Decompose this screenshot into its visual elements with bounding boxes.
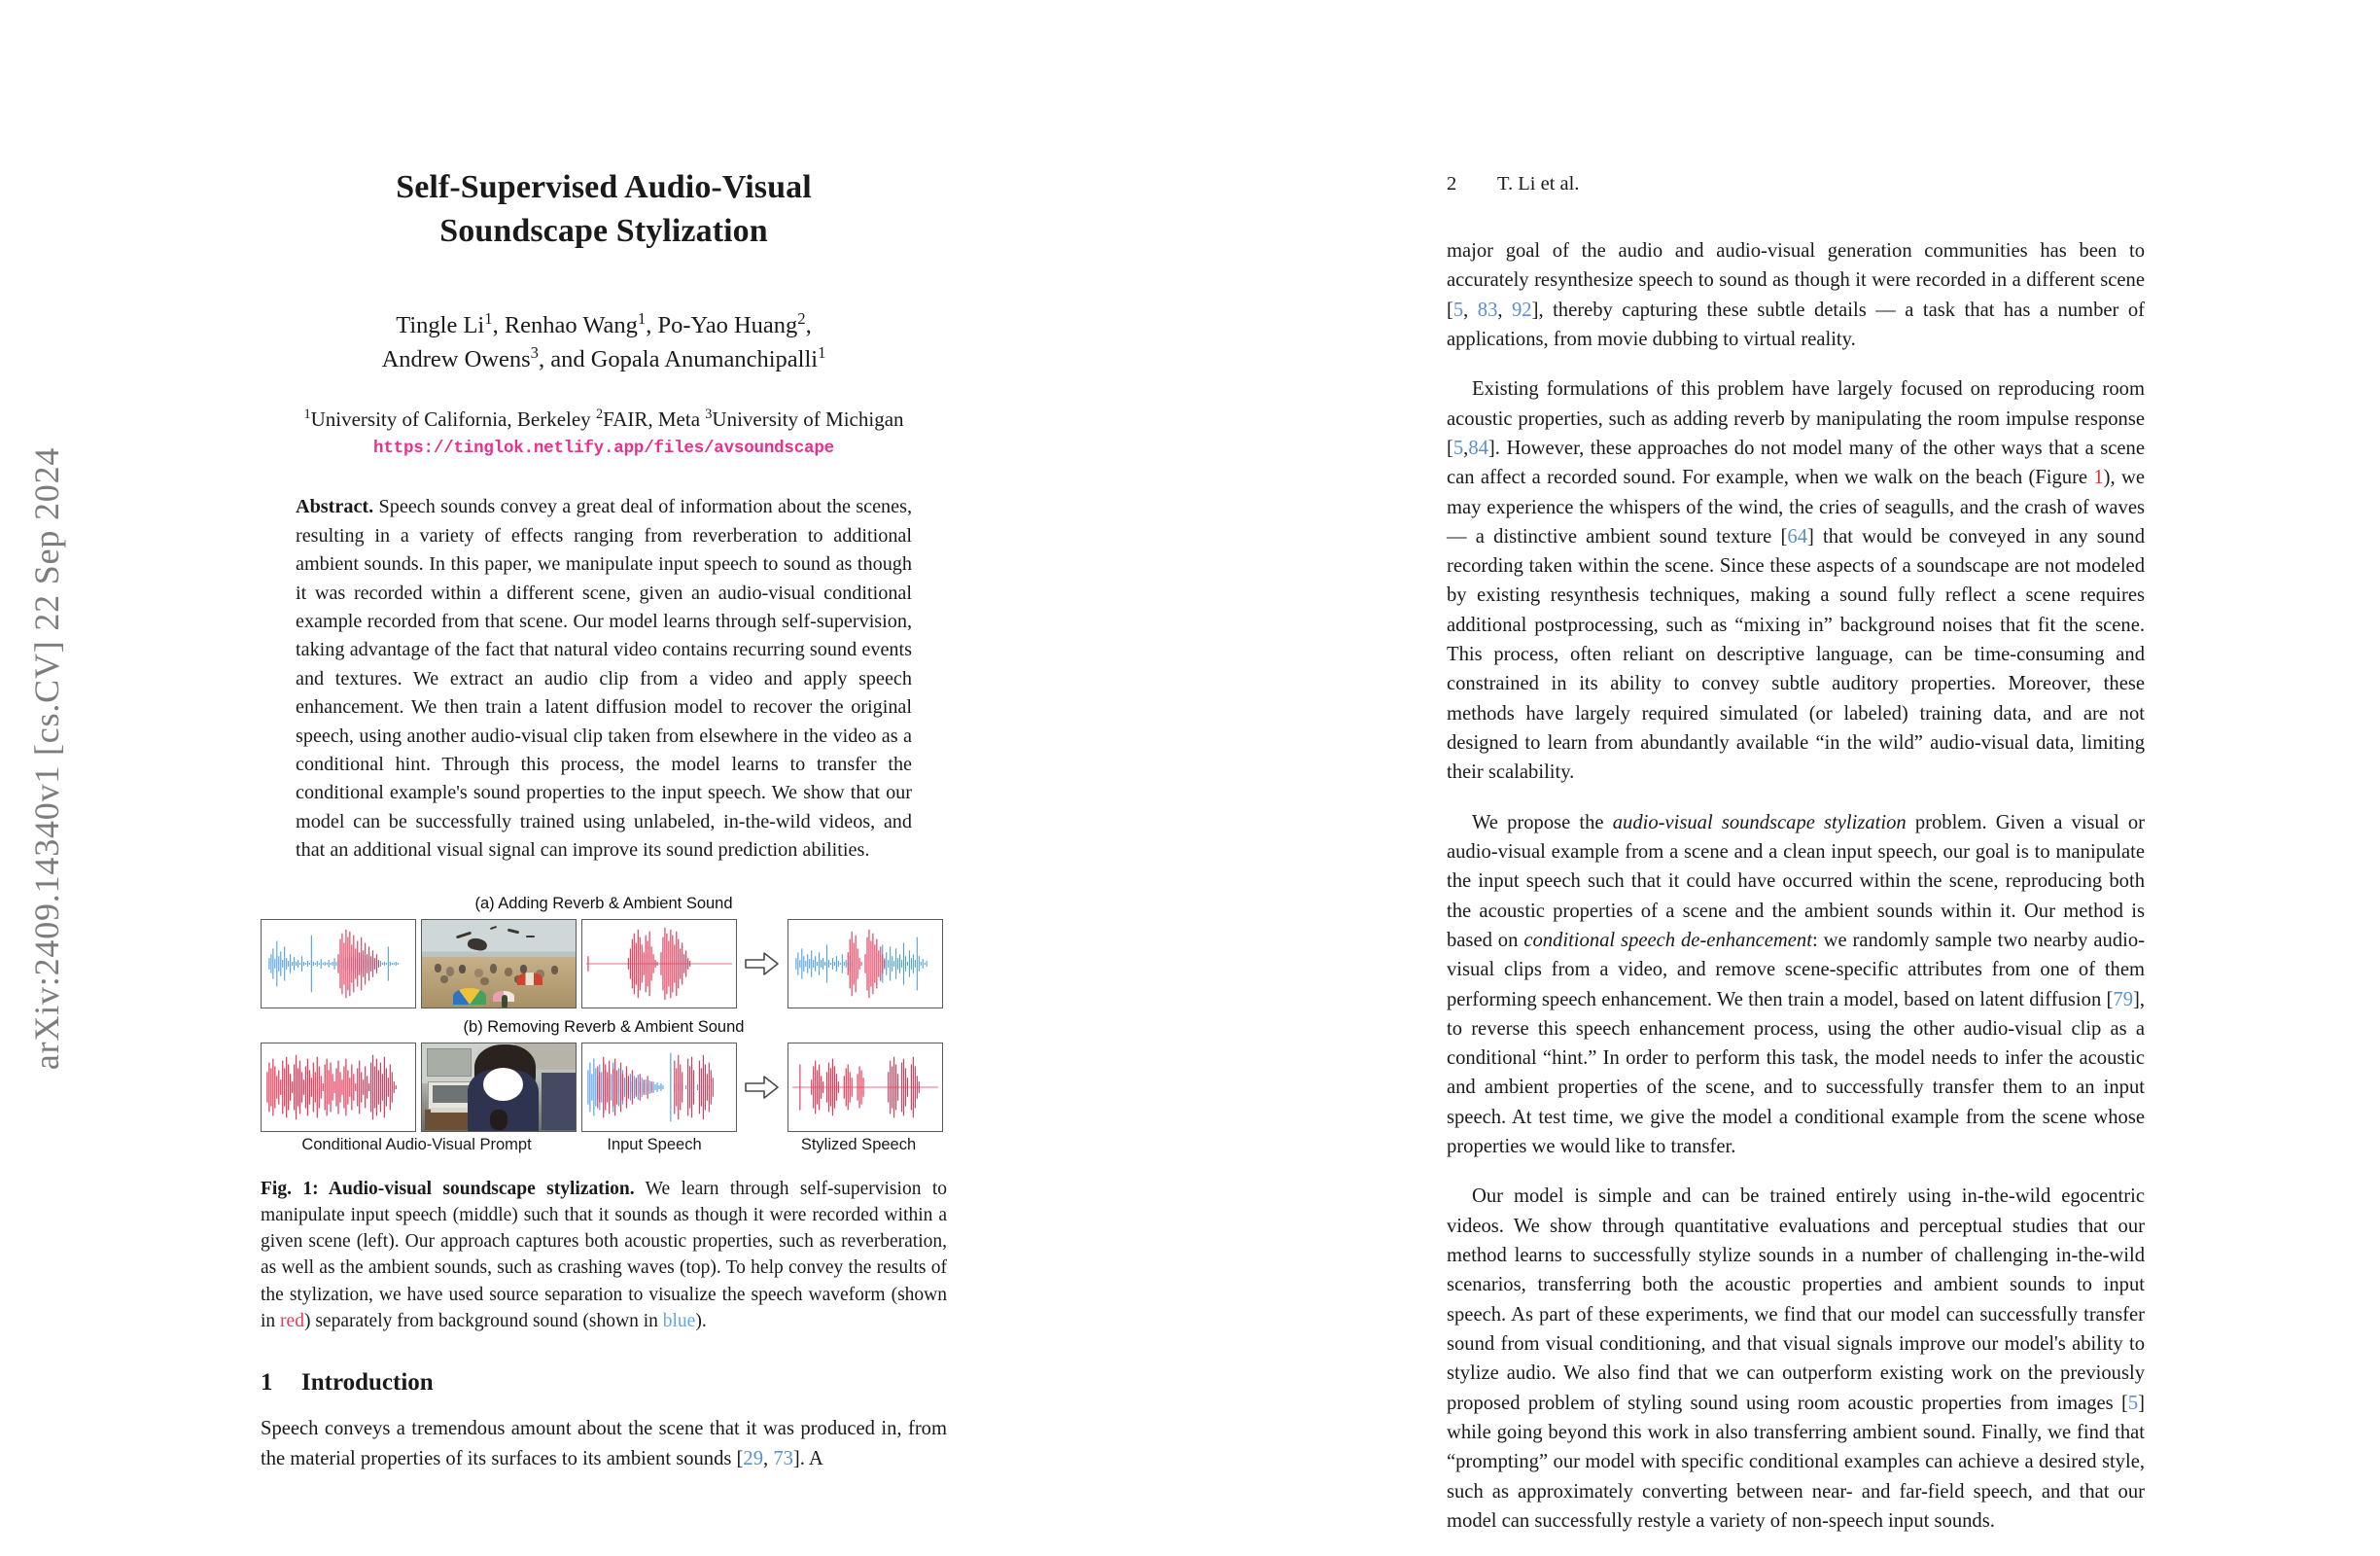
emphasised-term: audio-visual soundscape stylization bbox=[1612, 811, 1907, 833]
paragraph-text: ], thereby capturing these subtle details — a task that has a number of applications, from movie dubbing to virtual reality. bbox=[1447, 299, 2145, 350]
label-conditional-prompt: Conditional Audio-Visual Prompt bbox=[301, 1135, 532, 1153]
author-4-affil-mark: 3 bbox=[530, 342, 539, 362]
paragraph-text: We propose the bbox=[1472, 811, 1613, 833]
figure-panel-a-caption: (a) Adding Reverb & Ambient Sound bbox=[474, 894, 733, 912]
body-paragraph bbox=[1447, 236, 2145, 354]
paragraph-text: Existing formulations of this problem have largely focused on reproducing room acoustic properties, such as adding reverb by manipulating the room impulse response [ bbox=[1447, 378, 2145, 459]
author-5-affil-mark: 1 bbox=[818, 342, 826, 362]
paragraph-text: Our model is simple and can be trained entirely using in-the-wild egocentric videos. We show through quantitative evaluations and perceptual studies that our method learns to successfully stylize sounds in a number of challenging in-the-wild scenarios, transferring both the acoustic properties and ambient sounds to input speech. As part of these experiments, we find that our model can successfully transfer sound from visual conditioning, and that visual signals improve our model's ability to stylize audio. We also find that we can outperform existing work on the previously proposed problem of styling sound using room acoustic properties from images [ bbox=[1447, 1185, 2145, 1414]
author-5: , and Gopala Anumanchipalli bbox=[538, 345, 819, 372]
paragraph-text: major goal of the audio and audio-visual generation communities has been to accurately resynthesize speech to sound as though it were recorded in a different scene [ bbox=[1447, 240, 2145, 321]
citation-64[interactable]: 64 bbox=[1787, 525, 1807, 548]
beach-scene-photo bbox=[422, 920, 576, 1008]
introduction-paragraph bbox=[261, 1414, 947, 1473]
figure-caption-heading: Fig. 1: Audio-visual soundscape stylization. bbox=[261, 1178, 635, 1199]
citation-83[interactable]: 83 bbox=[1477, 299, 1498, 321]
project-url-link[interactable]: https://tinglok.netlify.app/files/avsoundscape bbox=[373, 439, 834, 459]
author-sep: , bbox=[805, 312, 812, 339]
waveform-input-b bbox=[581, 1043, 737, 1132]
author-1: Tingle Li bbox=[396, 312, 485, 339]
paragraph-text: ), we may experience the whispers of the wind, the cries of seagulls, and the crash of waves — a distinctive ambient sound texture [ bbox=[1447, 467, 2145, 548]
figure-1 bbox=[261, 895, 947, 1335]
arrow-right-icon bbox=[745, 1075, 780, 1100]
affiliation-2: FAIR, Meta bbox=[603, 407, 706, 432]
page-number: 2 bbox=[1447, 173, 1457, 194]
author-list bbox=[261, 309, 947, 376]
figure-row-b bbox=[261, 1043, 947, 1132]
body-paragraph bbox=[1447, 374, 2145, 787]
author-1-affil-mark: 1 bbox=[484, 309, 493, 329]
arrow-right-icon bbox=[745, 951, 780, 976]
waveform-svg bbox=[262, 1043, 415, 1131]
paragraph-text: , bbox=[1463, 437, 1469, 459]
label-input-speech: Input Speech bbox=[607, 1135, 702, 1153]
conditional-image-beach bbox=[421, 919, 577, 1008]
arxiv-stamp bbox=[18, 370, 76, 1148]
figure-panel-b-caption: (b) Removing Reverb & Ambient Sound bbox=[463, 1017, 745, 1036]
paragraph-text: problem. Given a visual or audio-visual example from a scene and a clean input speech, our goal is to manipulate the input speech such that it could have occurred within the scene, reproducing both the acoustic properties of a scene and the ambient sounds within it. Our method is based on bbox=[1447, 811, 2146, 951]
emphasised-term: conditional speech de-enhancement bbox=[1523, 929, 1812, 951]
abstract-heading: Abstract. bbox=[296, 496, 374, 518]
abstract-text: Speech sounds convey a great deal of information about the scenes, resulting in a variety of effects ranging from reverberation to additional ambient sounds. In this paper, we manipulate input speech to sound as though it was recorded within a different scene, given an audio-visual conditional example recorded from that scene. Our model learns through self-supervision, taking advantage of the fact that natural video contains recurring sound events and textures. We extract an audio clip from a video and apply speech enhancement. We then train a latent diffusion model to recover the original speech, using another audio-visual clip taken from elsewhere in the video as a conditional hint. Through this process, the model learns to transfer the conditional example's sound properties to the input speech. We show that our model can be successfully trained using unlabeled, in-the-wild videos, and that an additional visual signal can improve its sound prediction abilities. bbox=[296, 496, 913, 862]
affiliation-1: University of California, Berkeley bbox=[310, 407, 596, 432]
waveform-conditional-a bbox=[261, 919, 416, 1008]
citation-29[interactable]: 29 bbox=[743, 1447, 764, 1469]
figure-caption-text-2: ) separately from background sound (shown in bbox=[303, 1310, 663, 1331]
paragraph-text: ]. However, these approaches do not model many of the other ways that a scene can affect a recorded sound. For example, when we walk on the beach (Figure bbox=[1447, 437, 2145, 489]
intro-text-3: ]. A bbox=[792, 1447, 823, 1469]
author-4: Andrew Owens bbox=[381, 345, 531, 372]
waveform-stylized-b bbox=[788, 1043, 943, 1132]
waveform-conditional-b bbox=[261, 1043, 416, 1132]
citation-5[interactable]: 5 bbox=[2127, 1392, 2139, 1414]
author-3-affil-mark: 2 bbox=[797, 309, 806, 329]
waveform-svg bbox=[262, 920, 415, 1008]
running-head bbox=[1447, 173, 2145, 195]
citation-79[interactable]: 79 bbox=[2113, 988, 2133, 1010]
indoor-scene-photo bbox=[422, 1043, 576, 1131]
author-2: , Renhao Wang bbox=[492, 312, 638, 339]
page-title bbox=[261, 146, 947, 253]
paragraph-text: ] that would be conveyed in any sound recording taken within the scene. Since these aspects of a soundscape are not modeled by existing resynthesis techniques, making a sound fully reflect a scene requires additional postprocessing, such as “mixing in” background noises that fit the scene. This process, often reliant on descriptive language, can be time-consuming and constrained in its ability to convey subtle auditory properties. Moreover, these methods have largely required simulated (or labeled) training data, and are not designed to learn from abundantly available “in the wild” audio-visual data, limiting their scalability. bbox=[1447, 525, 2145, 784]
citation-92[interactable]: 92 bbox=[1512, 299, 1532, 321]
paragraph-text: ], to reverse this speech enhancement process, using the other audio-visual clip as a conditional “hint.” In order to perform this task, the model needs to infer the acoustic and ambient properties of the scene, and to successfully transfer them to an input speech. At test time, we give the model a conditional example from the scene whose properties we would like to transfer. bbox=[1447, 988, 2145, 1158]
title-line-2: Soundscape Stylization bbox=[439, 213, 768, 250]
section-title: Introduction bbox=[301, 1369, 434, 1397]
citation-5[interactable]: 5 bbox=[1452, 437, 1464, 459]
affil-mark-1: 1 bbox=[303, 407, 311, 423]
title-line-1: Self-Supervised Audio-Visual bbox=[396, 169, 812, 205]
paragraph-text: , bbox=[1463, 299, 1478, 321]
intro-text-1: Speech conveys a tremendous amount about the scene that it was produced in, from the material properties of its surfaces to its ambient sounds [ bbox=[261, 1418, 947, 1469]
figure-reference-1[interactable]: 1 bbox=[2093, 467, 2104, 489]
affiliation-3: University of Michigan bbox=[712, 407, 904, 432]
figure-column-labels bbox=[261, 1136, 947, 1154]
intro-text-2: , bbox=[763, 1447, 774, 1469]
affil-mark-3: 3 bbox=[705, 407, 713, 423]
waveform-input-a bbox=[581, 919, 737, 1008]
section-number: 1 bbox=[261, 1369, 273, 1397]
citation-84[interactable]: 84 bbox=[1468, 437, 1488, 459]
waveform-svg bbox=[788, 1043, 942, 1131]
affiliation-list bbox=[261, 406, 947, 434]
abstract bbox=[261, 493, 947, 865]
figure-caption-text-1: We learn through self-supervision to manipulate input speech (middle) such that it sounds as though it were recorded within a given scene (left). Our approach captures both acoustic properties, such as reverberation, as well as the ambient sounds, such as crashing waves (top). To help convey the results of the stylization, we have used source separation to visualize the speech waveform (shown in bbox=[261, 1178, 947, 1331]
left-column bbox=[261, 146, 947, 1473]
paragraph-text: : we randomly sample two nearby audio-visual clips from a video, and remove scene-specific attributes from one of them performing speech enhancement. We then train a model, based on latent diffusion [ bbox=[1447, 929, 2145, 1010]
transform-arrow-b bbox=[742, 1043, 783, 1132]
body-paragraph bbox=[1447, 808, 2145, 1162]
waveform-svg bbox=[582, 1043, 736, 1131]
section-heading-introduction bbox=[261, 1369, 947, 1397]
author-2-affil-mark: 1 bbox=[637, 309, 647, 329]
figure-caption-text-3: ). bbox=[695, 1310, 707, 1331]
figure-row-a bbox=[261, 919, 947, 1008]
author-3: , Po-Yao Huang bbox=[646, 312, 798, 339]
figure-caption-red-word: red bbox=[280, 1310, 304, 1331]
waveform-svg bbox=[582, 920, 736, 1008]
figure-caption-blue-word: blue bbox=[662, 1310, 696, 1331]
citation-5[interactable]: 5 bbox=[1452, 299, 1464, 321]
paragraph-text: ] while going beyond this work in also transferring ambient sound. Finally, we find that “prompting” our model with specific conditional examples can achieve a desired style, such as approximately converting between near- and far-field speech, and that our model can successfully restyle a variety of non-speech input sounds. bbox=[1447, 1392, 2145, 1532]
citation-73[interactable]: 73 bbox=[773, 1447, 793, 1469]
running-head-authors: T. Li et al. bbox=[1497, 173, 1580, 194]
affil-mark-2: 2 bbox=[595, 407, 604, 423]
arxiv-stamp-text: arXiv:2409.14340v1 [cs.CV] 22 Sep 2024 bbox=[27, 446, 66, 1071]
label-stylized-speech: Stylized Speech bbox=[800, 1135, 917, 1153]
label-arrow-spacer bbox=[736, 1136, 777, 1154]
figure-caption bbox=[261, 1176, 947, 1335]
right-column bbox=[1447, 173, 2145, 1556]
paragraph-text: , bbox=[1497, 299, 1512, 321]
transform-arrow-a bbox=[742, 919, 783, 1008]
conditional-image-room bbox=[421, 1043, 577, 1132]
waveform-stylized-a bbox=[788, 919, 943, 1008]
body-paragraph bbox=[1447, 1182, 2145, 1536]
right-column-body bbox=[1447, 236, 2145, 1536]
waveform-svg bbox=[788, 920, 942, 1008]
